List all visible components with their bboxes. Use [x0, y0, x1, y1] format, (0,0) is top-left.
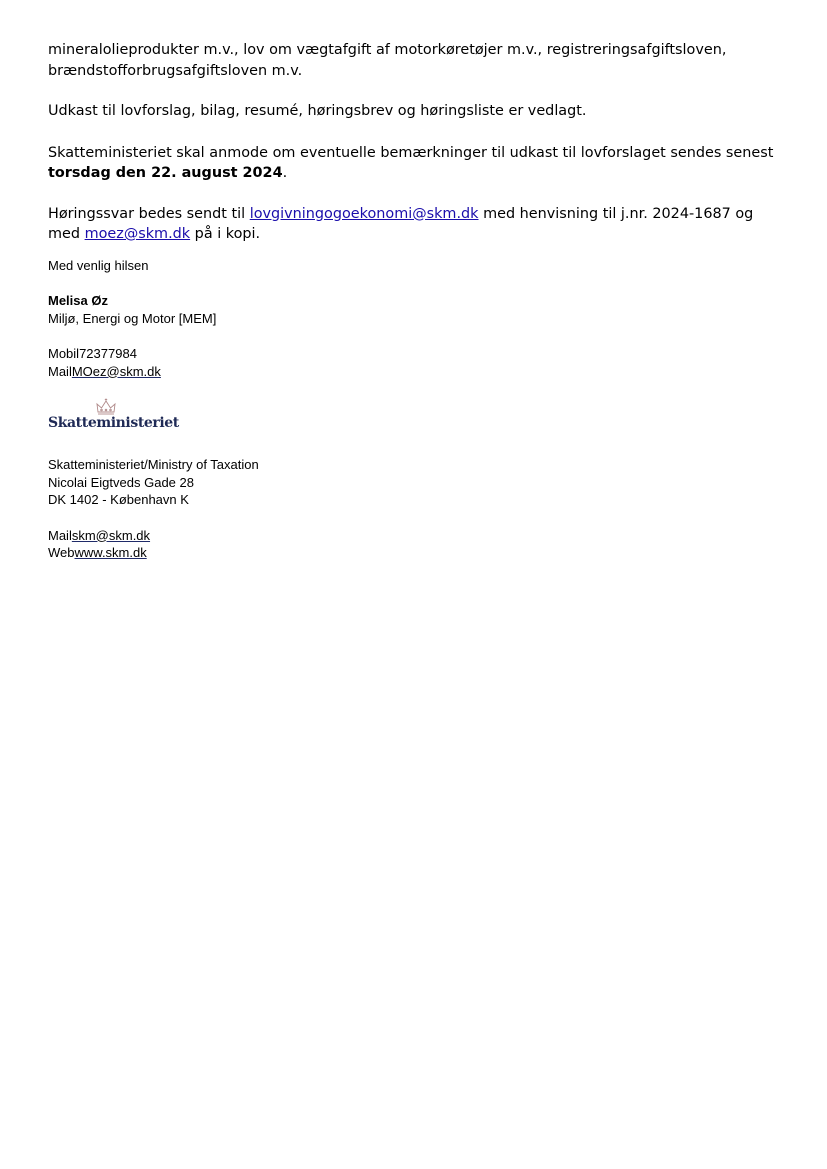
ministry-logo [48, 398, 788, 444]
email-link-lovgivning[interactable]: lovgivningogoekonomi@skm.dk [249, 205, 479, 222]
response-text-a: Høringssvar bedes sendt til [48, 205, 250, 222]
org-mail-line [48, 527, 788, 545]
org-email-link[interactable]: skm@skm.dk [71, 527, 151, 543]
document-page [48, 40, 788, 562]
signer-department: Miljø, Energi og Motor [MEM] [48, 310, 217, 326]
mobile-label: Mobil [48, 346, 80, 361]
email-link-moez[interactable]: moez@skm.dk [84, 226, 191, 242]
paragraph-response [48, 204, 788, 245]
organization-contact [48, 527, 788, 562]
greeting: Med venlig hilsen [48, 257, 149, 273]
org-mail-label: Mail [48, 527, 72, 543]
organization-name: Skatteministeriet/Ministry of Taxation [48, 457, 259, 472]
logo-text: Skatteministeriet [48, 415, 179, 431]
organization-city: DK 1402 - København K [48, 492, 189, 507]
mobile-line [48, 345, 788, 363]
contact-block [48, 345, 788, 380]
org-web-link[interactable]: www.skm.dk [74, 545, 147, 560]
org-web-line [48, 544, 788, 562]
address-block [48, 456, 788, 509]
deadline-end: . [282, 165, 288, 181]
deadline-date: torsdag den 22. august 2024 [48, 165, 283, 181]
mobile-value: 72377984 [79, 346, 137, 361]
org-web-label: Web [48, 545, 75, 560]
mail-line [48, 363, 788, 381]
organization-street: Nicolai Eigtveds Gade 28 [48, 474, 194, 490]
response-text-c: på i kopi. [190, 226, 261, 242]
crown-icon [95, 398, 117, 416]
response-text-b: med henvisning til j.nr. 2024-1687 og med [48, 205, 754, 242]
deadline-text: Skatteministeriet skal anmode om eventuelle bemærkninger til udkast til lovforslaget sendes senest [48, 144, 774, 161]
signer-name: Melisa Øz [48, 293, 108, 308]
mail-label: Mail [48, 363, 72, 379]
paragraph-deadline [48, 143, 788, 184]
paragraph-attachments: Udkast til lovforslag, bilag, resumé, høringsbrev og høringsliste er vedlagt. [48, 103, 587, 119]
signer-email-link[interactable]: MOez@skm.dk [71, 363, 161, 379]
paragraph-laws: mineralolieprodukter m.v., lov om vægtafgift af motorkøretøjer m.v., registreringsafgiftsloven, brændstofforbrugsafgiftsloven m.v. [48, 42, 727, 79]
